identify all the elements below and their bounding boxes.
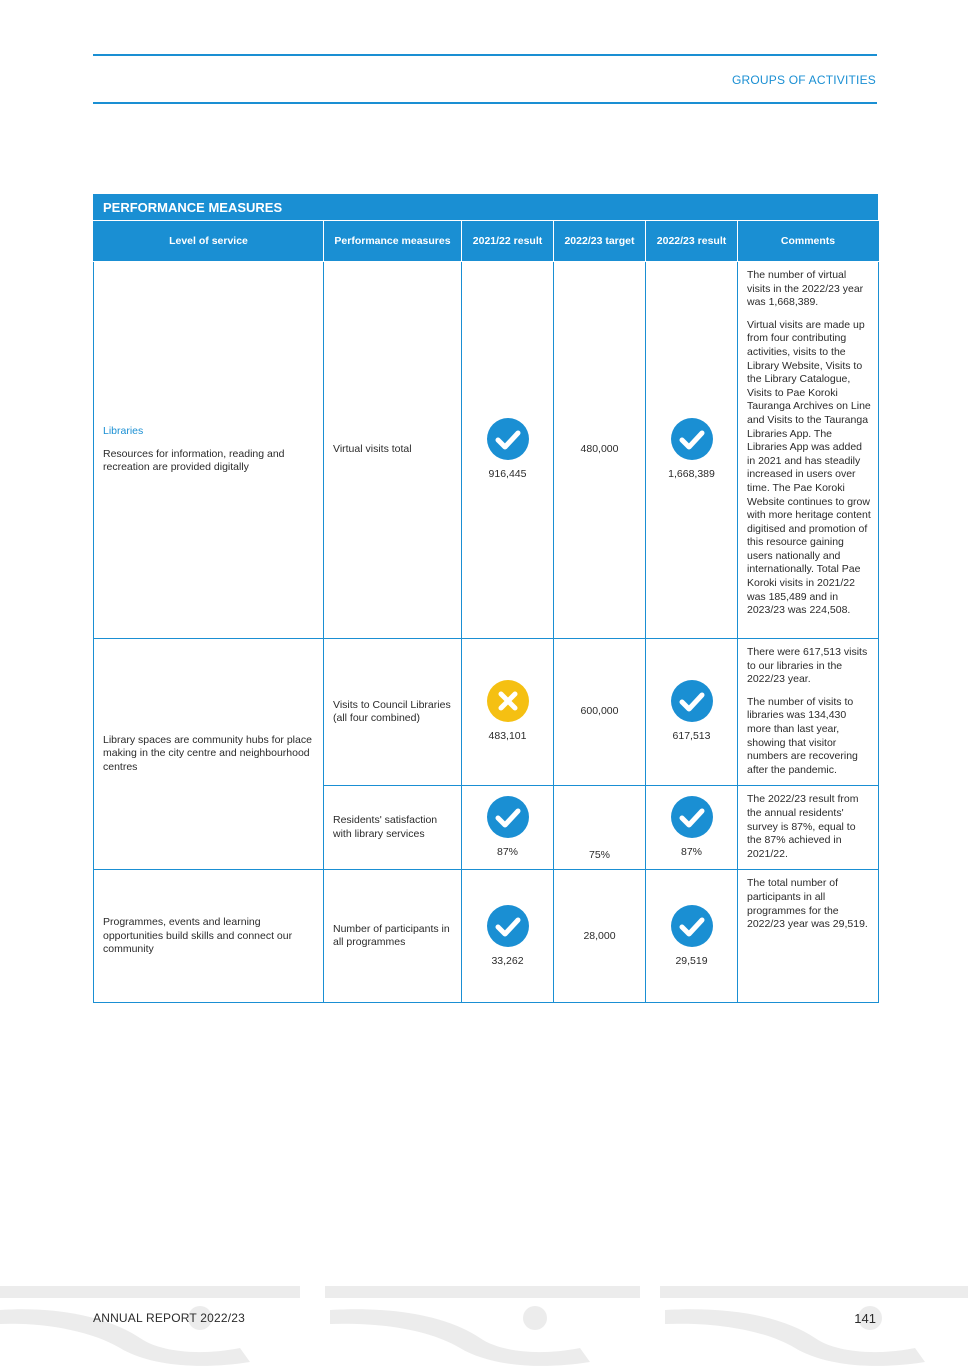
table-row (94, 639, 879, 786)
result-2223-cell (646, 786, 738, 870)
col-header-level: Level of service (94, 221, 324, 262)
comments-cell (738, 870, 879, 1003)
result-2122-cell (462, 262, 554, 639)
group-label-libraries: Libraries (103, 425, 144, 438)
measure-cell: Visits to Council Libraries (all four combined) (324, 639, 462, 786)
check-icon (671, 680, 713, 722)
comments-cell (738, 786, 879, 870)
result-2223-value: 87% (680, 846, 702, 859)
level-of-service-text: Resources for information, reading and recreation are provided digitally (103, 447, 285, 474)
cross-icon (487, 680, 529, 722)
result-2223-value: 29,519 (675, 954, 708, 967)
table-row (94, 262, 879, 639)
measure-cell: Residents' satisfaction with library services (324, 786, 462, 870)
result-2122-cell (462, 870, 554, 1003)
header-rule-top (93, 54, 877, 56)
level-of-service-cell: Library spaces are community hubs for place making in the city centre and neighbourhood centres (94, 639, 324, 870)
comment-paragraph: The number of virtual visits in the 2022/23 year was 1,668,389. (747, 269, 864, 309)
check-icon (671, 796, 713, 838)
result-2122-value: 87% (496, 846, 518, 859)
comments-cell (738, 639, 879, 786)
target-2223-cell: 28,000 (554, 870, 646, 1003)
performance-measures-table (93, 194, 878, 1003)
result-2122-value: 483,101 (488, 730, 527, 743)
measure-cell: Virtual visits total (324, 262, 462, 639)
page-number: 141 (854, 1311, 876, 1326)
target-2223-cell: 600,000 (554, 639, 646, 786)
check-icon (671, 418, 713, 460)
comment-paragraph: Virtual visits are made up from four contributing activities, visits to the Library Website, Visits to the Library Catalogue, Visits to Pae Koroki Tauranga Archives on Line and Visits to the Tauranga Libraries App. The Libraries App was added in 2021 and has steadily increased in users over time. The Pae Koroki Website continues to grow with more heritage content digitised and promotion of this resource gaining users nationally and internationally. Total Pae Koroki visits in 2021/22 was 185,489 and in 2023/23 was 224,508. (747, 318, 871, 617)
check-icon (487, 905, 529, 947)
comments-cell (738, 262, 879, 639)
table-header-row (94, 221, 879, 262)
comment-paragraph: The 2022/23 result from the annual residents' survey is 87%, equal to the 87% achieved in 2021/22. (747, 793, 859, 860)
result-2122-cell (462, 639, 554, 786)
comment-paragraph: The number of visits to libraries was 134,430 more than last year, showing that visitor numbers are recovering after the pandemic. (747, 695, 858, 776)
target-2223-cell: 75% (554, 786, 646, 870)
result-2223-value: 1,668,389 (668, 468, 715, 481)
result-2122-value: 33,262 (491, 954, 524, 967)
header-rule-bottom (93, 102, 877, 104)
col-header-comments: Comments (738, 221, 879, 262)
col-header-measure: Performance measures (324, 221, 462, 262)
result-2122-cell (462, 786, 554, 870)
result-2223-cell (646, 639, 738, 786)
measure-cell: Number of participants in all programmes (324, 870, 462, 1003)
check-icon (487, 796, 529, 838)
level-of-service-cell (94, 262, 324, 639)
result-2223-cell (646, 262, 738, 639)
comment-paragraph: There were 617,513 visits to our libraries in the 2022/23 year. (747, 646, 868, 686)
level-of-service-cell: Programmes, events and learning opportunities build skills and connect our community (94, 870, 324, 1003)
target-2223-cell: 480,000 (554, 262, 646, 639)
check-icon (487, 418, 529, 460)
col-header-result-2122: 2021/22 result (462, 221, 554, 262)
col-header-target-2223: 2022/23 target (554, 221, 646, 262)
section-label: GROUPS OF ACTIVITIES (731, 73, 876, 87)
table-row (94, 870, 879, 1003)
result-2223-cell (646, 870, 738, 1003)
table-title: PERFORMANCE MEASURES (93, 194, 878, 221)
col-header-result-2223: 2022/23 result (646, 221, 738, 262)
result-2223-value: 617,513 (672, 730, 711, 743)
comment-paragraph: The total number of participants in all programmes for the 2022/23 year was 29,519. (747, 877, 868, 931)
check-icon (671, 905, 713, 947)
footer-report-label: ANNUAL REPORT 2022/23 (93, 1311, 246, 1325)
result-2122-value: 916,445 (488, 468, 527, 481)
